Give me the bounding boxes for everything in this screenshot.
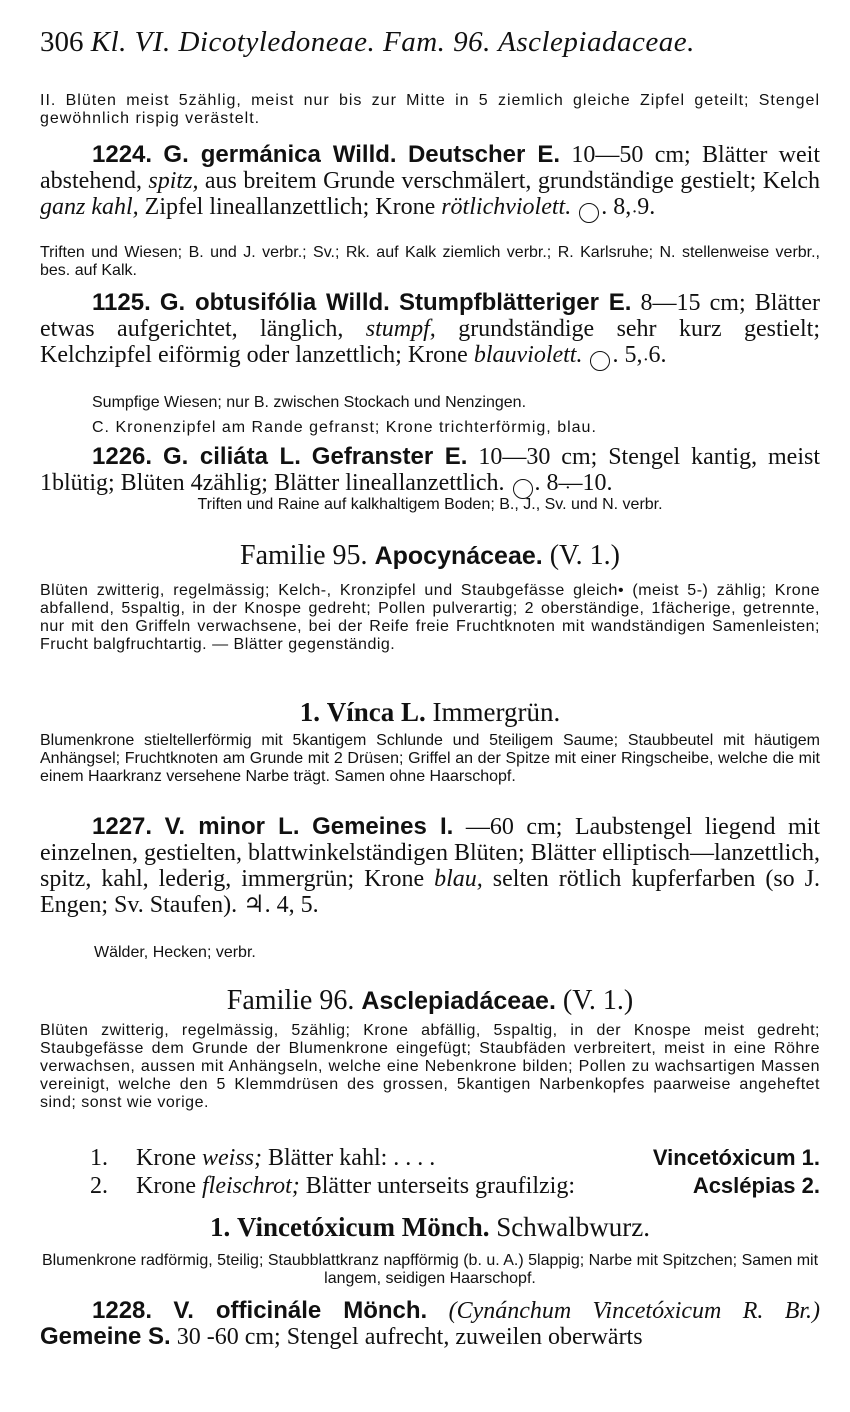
description-text: 30 -60 cm; Stengel aufrecht, zuweilen oberwärts bbox=[176, 1324, 643, 1350]
key-text: Krone bbox=[136, 1173, 196, 1199]
description-text: Zipfel lineallanzettlich; Krone bbox=[144, 194, 436, 220]
entry-1228 bbox=[40, 1298, 820, 1350]
annual-symbol-icon bbox=[579, 203, 599, 223]
key-number: 2. bbox=[90, 1173, 108, 1199]
genus-name: Vínca L. bbox=[326, 697, 426, 727]
key-text: Krone bbox=[136, 1145, 196, 1171]
description-italic: rötlichviolett. bbox=[441, 194, 572, 220]
habitat-1225: Sumpfige Wiesen; nur B. zwischen Stockach und Nenzingen. bbox=[92, 394, 527, 411]
description-italic: ganz kahl, bbox=[40, 194, 139, 220]
genus-common-name: Schwalbwurz. bbox=[496, 1212, 650, 1242]
running-title: Kl. VI. Dicotyledoneae. Fam. 96. Asclepiadaceae. bbox=[90, 26, 695, 58]
species-name: G. ciliáta L. bbox=[162, 443, 301, 470]
description-italic: spitz, bbox=[148, 168, 199, 194]
family-class: (V. 1.) bbox=[549, 540, 620, 571]
key-row-1 bbox=[90, 1144, 820, 1172]
synonym: (Cynánchum Vincetóxicum R. Br.) bbox=[448, 1298, 821, 1324]
description-text: 10—30 cm; Stengel kantig, meist 1blütig; Blüten 4zählig; Blätter lineallanzettlich. bbox=[40, 444, 821, 496]
description-text: selten rötlich kupferfarben (so J. Engen; Sv. Staufen). ♃. 4, 5. bbox=[40, 866, 821, 918]
description-text: 8—15 cm; Blätter etwas aufgerichtet, länglich, bbox=[40, 290, 821, 342]
key-italic: weiss; bbox=[201, 1145, 262, 1171]
genus-number: 1. bbox=[299, 697, 320, 727]
key-number: 1. bbox=[90, 1145, 108, 1171]
species-name: G. germánica Willd. bbox=[163, 141, 397, 168]
page-header bbox=[40, 26, 695, 59]
entry-1224 bbox=[40, 142, 820, 223]
key-target: Vincetóxicum 1. bbox=[652, 1145, 820, 1170]
entry-number: 1125. bbox=[92, 289, 151, 316]
genus-name: Vincetóxicum Mönch. bbox=[237, 1212, 490, 1242]
genus-common-name: Immergrün. bbox=[432, 697, 561, 727]
common-name: Deutscher E. bbox=[407, 141, 561, 168]
key-italic: fleischrot; bbox=[201, 1173, 300, 1199]
entry-number: 1228. bbox=[92, 1297, 153, 1324]
entry-1227 bbox=[40, 814, 820, 918]
key-target: Acslépias 2. bbox=[692, 1173, 820, 1198]
description-italic: stumpf, bbox=[365, 316, 436, 342]
family-96-description: Blüten zwitterig, regelmässig, 5zählig; Krone abfällig, 5spaltig, in der Knospe meist gedreht; Staubgefässe dem Grunde der Blumenkrone eingefügt; Staubfäden verbreitert, meist in eine Röhre verwachsen, aussen mit Anhängseln, welche eine Nebenkrone bilden; Pollen zu wachsartigen Massen vereinigt, welche den 5 Klemmdrüsen des grossen, 5kantigen Narbenkopfes paarweise angeheftet sind; sonst wie vorige. bbox=[40, 1022, 820, 1111]
description-text: . 8, 9. bbox=[601, 194, 656, 220]
entry-1225 bbox=[40, 290, 820, 371]
key-text: Blätter unterseits graufilzig: bbox=[305, 1173, 575, 1199]
species-name: V. officinále Mönch. bbox=[173, 1297, 428, 1324]
species-name: V. minor L. bbox=[164, 813, 300, 840]
common-name: Stumpfblätteriger E. bbox=[398, 289, 632, 316]
family-96-heading bbox=[40, 985, 820, 1017]
key-row-2 bbox=[90, 1172, 820, 1200]
species-name: G. obtusifólia Willd. bbox=[159, 289, 390, 316]
family-name: Apocynáceae. bbox=[374, 542, 543, 570]
common-name: Gefranster E. bbox=[311, 443, 468, 470]
family-number: Familie 95. bbox=[240, 540, 368, 571]
family-number: Familie 96. bbox=[226, 985, 355, 1016]
entry-number: 1224. bbox=[92, 141, 153, 168]
habitat-1224: Triften und Wiesen; B. und J. verbr.; Sv.; Rk. auf Kalk ziemlich verbr.; R. Karlsruhe; N. stellenweise verbr., bes. auf Kalk. bbox=[40, 244, 820, 279]
genus-vinca-description: Blumenkrone stieltellerförmig mit 5kantigem Schlunde und 5teiligem Saume; Staubbeutel mit häutigem Anhängsel; Fruchtknoten am Grunde mit 2 Drüsen; Griffel an der Spitze mit einer Ringscheibe, welche die mit einem Haarkranz versehene Narbe trägt. Samen ohne Haarschopf. bbox=[40, 732, 820, 785]
description-text: . 8—10. bbox=[534, 470, 613, 496]
genus-vincetoxicum-heading bbox=[40, 1212, 820, 1243]
key-text: Blätter kahl: . . . . bbox=[267, 1145, 436, 1171]
family-95-description: Blüten zwitterig, regelmässig; Kelch-, Kronzipfel und Staubgefässe gleich• (meist 5-) zählig; Krone abfallend, 5spaltig, in der Knospe gedreht; Pollen pulverartig; 2 oberständige, 1fächerige, getrennte, nur mit den Griffeln verwachsene, bei der Reife freie Fruchtknoten mit wandständigen Samenleisten; Frucht balgfruchtartig. — Blätter gegenständig. bbox=[40, 582, 820, 653]
description-text: aus breitem Grunde verschmälert, grundständige gestielt; Kelch bbox=[204, 168, 821, 194]
family-95-heading bbox=[40, 540, 820, 572]
genus-vinca-heading bbox=[40, 697, 820, 728]
common-name: Gemeine S. bbox=[40, 1323, 171, 1350]
key-section-ii: II. Blüten meist 5zählig, meist nur bis zur Mitte in 5 ziemlich gleiche Zipfel geteilt; Stengel gewöhnlich rispig verästelt. bbox=[40, 92, 820, 127]
description-text: . 5, 6. bbox=[612, 342, 667, 368]
family-class: (V. 1.) bbox=[562, 985, 634, 1016]
key-section-c: C. Kronenzipfel am Rande gefranst; Krone trichterförmig, blau. bbox=[92, 419, 597, 436]
entry-1226 bbox=[40, 444, 820, 499]
habitat-1227: Wälder, Hecken; verbr. bbox=[94, 944, 256, 961]
page-number: 306 bbox=[40, 26, 84, 58]
description-text: 10—50 cm; Blätter weit abstehend, bbox=[40, 142, 821, 194]
common-name: Gemeines I. bbox=[312, 813, 454, 840]
entry-number: 1227. bbox=[92, 813, 153, 840]
habitat-1226: Triften und Raine auf kalkhaltigem Boden; B., J., Sv. und N. verbr. bbox=[197, 496, 663, 513]
genus-vincetoxicum-description: Blumenkrone radförmig, 5teilig; Staubblattkranz napfförmig (b. u. A.) 5lappig; Narbe mit Spitzchen; Samen mit langem, seidigen Haarschopf. bbox=[41, 1252, 819, 1287]
description-text: —60 cm; Laubstengel liegend mit einzelnen, gestielten, blattwinkelständigen Blüten; Blätter elliptisch—lanzettlich, spitz, kahl, lederig, immergrün; Krone bbox=[40, 814, 820, 892]
genus-number: 1. bbox=[210, 1212, 231, 1242]
description-italic: blau, bbox=[434, 866, 483, 892]
family-name: Asclepiadáceae. bbox=[361, 987, 556, 1015]
description-italic: blauviolett. bbox=[473, 342, 583, 368]
annual-symbol-icon bbox=[590, 351, 610, 371]
description-text: grundständige sehr kurz gestielt; Kelchzipfel eiförmig oder lanzettlich; Krone bbox=[40, 316, 820, 368]
entry-number: 1226. bbox=[92, 443, 153, 470]
